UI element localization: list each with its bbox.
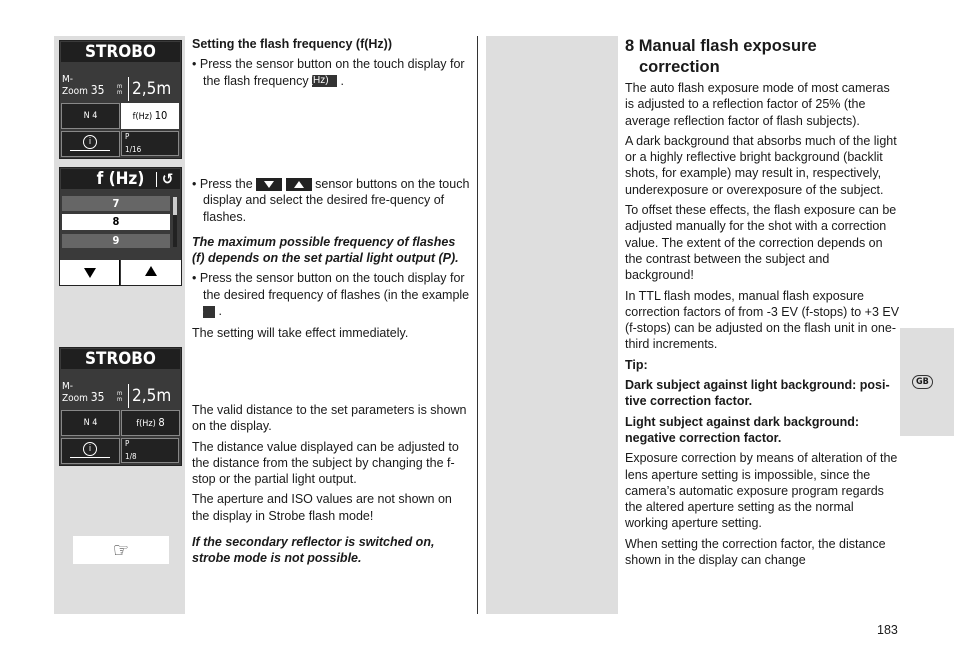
zoom-label: Zoom bbox=[62, 86, 88, 97]
bullet-1: • Press the sensor button on the touch display for the flash frequency f (Hz) . bbox=[192, 57, 465, 88]
triangle-up-icon bbox=[145, 266, 157, 276]
display-screen-fhz bbox=[59, 167, 182, 286]
distance-value: 2,5m bbox=[132, 79, 172, 99]
back-icon[interactable]: ↺ bbox=[162, 170, 174, 188]
f-hz-value: 10 bbox=[154, 109, 168, 122]
chapter-number: 8 bbox=[625, 37, 635, 55]
adjust-text: The distance value displayed can be adjusted to the distance from the subject by changing the f-stop or the partial light output. bbox=[192, 439, 459, 487]
zoom-label: Zoom bbox=[62, 393, 88, 404]
info-icon: i bbox=[83, 442, 97, 456]
tip-label: Tip: bbox=[625, 357, 648, 372]
section-heading: Setting the flash frequency (f(Hz)) bbox=[192, 37, 393, 51]
valid-distance-text: The valid distance to the set parameters is shown on the display. bbox=[192, 403, 467, 434]
display-screen-strobo-1 bbox=[59, 40, 182, 159]
paragraph-5: Exposure correction by means of alteration of the lens aperture setting is impossible, since the camera’s automatic exposure program regards the altered aperture setting as the normal working aperture setting. bbox=[625, 451, 898, 531]
zoom-value: 35 bbox=[90, 83, 105, 97]
zoom-unit-top: m bbox=[117, 390, 123, 397]
language-badge: GB bbox=[912, 375, 933, 389]
list-item[interactable]: 9 bbox=[62, 234, 170, 248]
chapter-heading: 8 Manual flash exposure correction bbox=[625, 37, 817, 76]
scrollbar[interactable] bbox=[173, 197, 177, 247]
zoom-value: 35 bbox=[90, 390, 105, 404]
screen-title: STROBO bbox=[61, 349, 180, 369]
n-value: 4 bbox=[92, 111, 98, 121]
info-button[interactable] bbox=[61, 438, 120, 464]
distance-value: 2,5m bbox=[132, 386, 172, 406]
tip-2: Light subject against dark background: negative correction factor. bbox=[625, 414, 860, 445]
screen-title: STROBO bbox=[61, 42, 180, 62]
down-arrow-button-icon bbox=[256, 178, 282, 191]
triangle-down-icon bbox=[84, 268, 96, 278]
zoom-unit-bottom: m bbox=[117, 89, 123, 96]
display-screen-strobo-2 bbox=[59, 347, 182, 466]
f-hz-label: f(Hz) bbox=[136, 419, 156, 429]
p-value: 1/16 bbox=[125, 145, 142, 154]
up-arrow-button-icon bbox=[286, 178, 312, 191]
n-button[interactable]: N 4 bbox=[61, 103, 120, 129]
p-value: 1/8 bbox=[125, 452, 137, 461]
paragraph-6: When setting the correction factor, the distance shown in the display can change bbox=[625, 536, 886, 568]
info-button[interactable] bbox=[61, 131, 120, 157]
bullet-2: • Press the sensor buttons on the touch display and select the desired fre-quency of flashes. bbox=[192, 177, 470, 224]
n-button[interactable]: N 4 bbox=[61, 410, 120, 436]
right-sidebar bbox=[486, 36, 618, 614]
f-hz-button[interactable] bbox=[121, 103, 179, 129]
screen-title bbox=[61, 169, 180, 189]
paragraph-4: In TTL flash modes, manual flash exposure correction factors of from -3 EV (f-stops) to +3 EV (f-stops) can be adjusted on the flash unit in one-third increments. bbox=[625, 288, 900, 352]
aperture-text: The aperture and ISO values are not shown on the display in Strobe flash mode! bbox=[192, 492, 452, 523]
mode-label: M- bbox=[62, 381, 74, 392]
screen-title-text: f (Hz) bbox=[96, 169, 145, 189]
p-label: P bbox=[125, 132, 130, 141]
list-item-selected[interactable]: 8 bbox=[62, 214, 170, 230]
down-button[interactable] bbox=[60, 260, 120, 285]
info-icon: i bbox=[83, 135, 97, 149]
list-item[interactable]: 7 bbox=[62, 196, 170, 211]
paragraph-3: To offset these effects, the flash exposure can be adjusted manually for the shot with a correction value. The extent of the correction depends on the contrast between the subject and background! bbox=[625, 203, 897, 283]
language-tab bbox=[900, 328, 954, 436]
zoom-unit-bottom: m bbox=[117, 396, 123, 403]
paragraph-2: A dark background that absorbs much of the light or a highly reflective bright background (backlit shots, for example) may result in, respectively, underexposure or overexposure of the subject. bbox=[625, 133, 897, 197]
p-button[interactable] bbox=[121, 438, 179, 463]
column-divider bbox=[477, 36, 478, 614]
tip-1: Dark subject against light background: posi-tive correction factor. bbox=[625, 378, 890, 409]
f-hz-label: f(Hz) bbox=[132, 112, 153, 122]
n-value: 4 bbox=[92, 418, 98, 428]
immediate-text: The setting will take effect immediately. bbox=[192, 326, 409, 341]
bullet-3: • Press the sensor button on the touch display for the desired frequency of flashes (in the example 8 . bbox=[192, 271, 470, 319]
note-hand-icon: ☞ bbox=[73, 536, 169, 564]
warning-text: The maximum possible frequency of flashes (f) depends on the set partial light output (P). bbox=[192, 234, 459, 266]
zoom-unit-top: m bbox=[117, 83, 123, 90]
note-text: If the secondary reflector is switched on, strobe mode is not possible. bbox=[192, 535, 435, 566]
f-hz-badge: f (Hz) bbox=[312, 75, 337, 87]
p-button[interactable] bbox=[121, 131, 179, 156]
p-label: P bbox=[125, 439, 130, 448]
example-badge: 8 bbox=[203, 306, 215, 318]
up-button[interactable] bbox=[121, 260, 181, 285]
paragraph-1: The auto flash exposure mode of most cameras is adjusted to a reflection factor of 25% (the average reflection factor of flash subjects). bbox=[625, 81, 890, 128]
f-hz-value: 8 bbox=[158, 416, 165, 429]
mode-label: M- bbox=[62, 74, 74, 85]
f-hz-button[interactable] bbox=[121, 410, 180, 436]
page-number: 183 bbox=[877, 623, 898, 637]
